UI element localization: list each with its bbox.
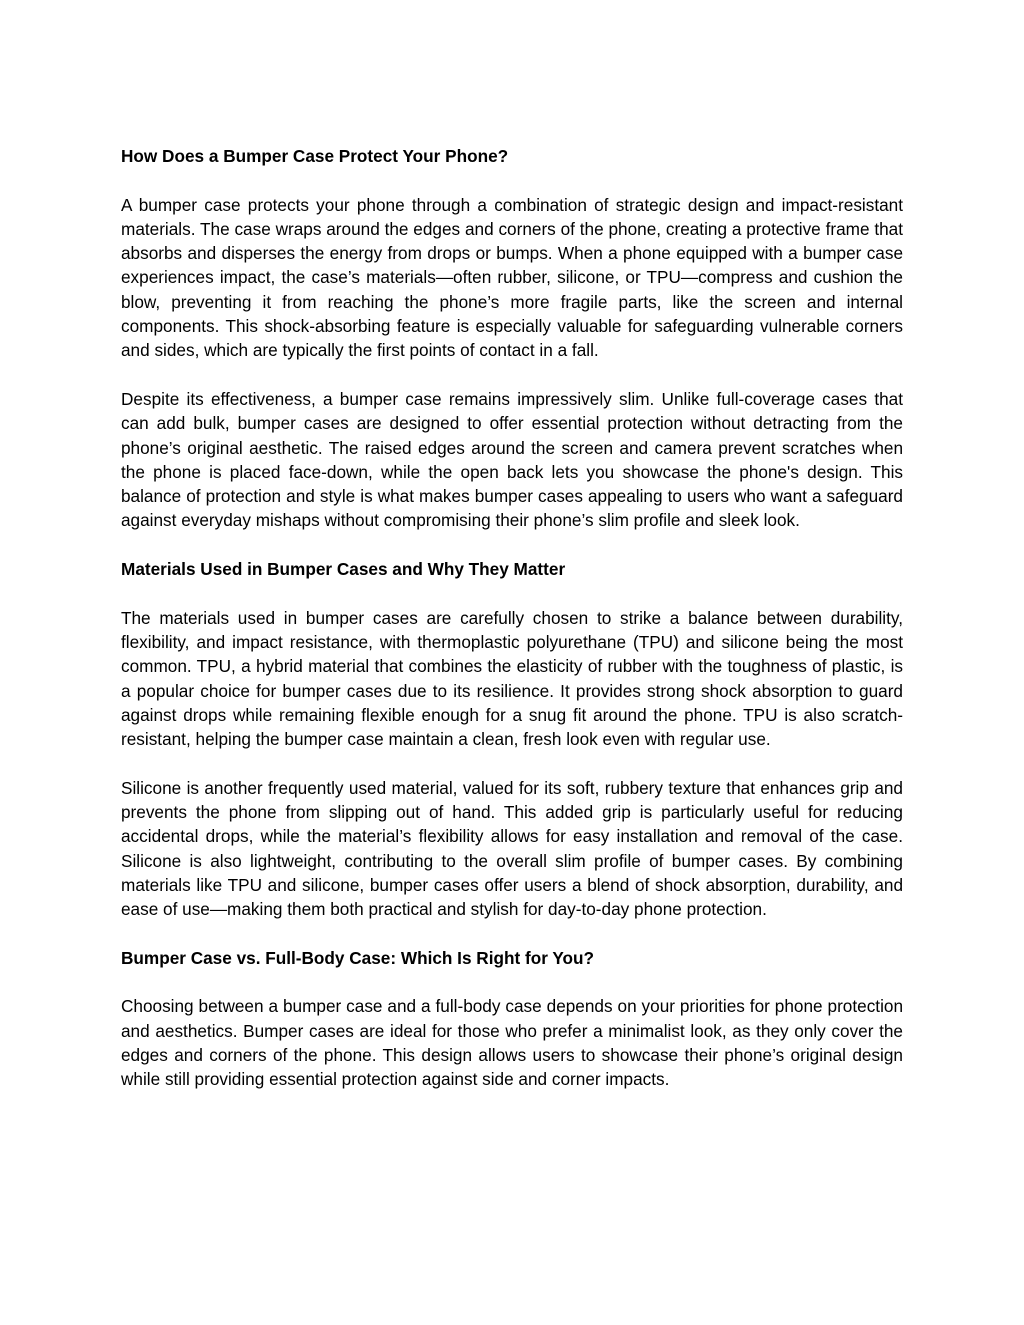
- section-heading-comparison: Bumper Case vs. Full-Body Case: Which Is Right for You?: [121, 947, 595, 968]
- section-heading-protection: How Does a Bumper Case Protect Your Phone?: [121, 146, 509, 166]
- paragraph-protection-1: A bumper case protects your phone through a combination of strategic design and impact-resistant materials. The case wraps around the edges and corners of the phone, creating a protective frame that absorbs and disperses the energy from drops or bumps. When a phone equipped with a bumper case experiences impact, the case’s materials—often rubber, silicone, or TPU—compress and cushion the blow, preventing it from reaching the phone’s more fragile parts, like the screen and internal components. This shock-absorbing feature is especially valuable for safeguarding vulnerable corners and sides, which are typically the first points of contact in a fall.: [121, 194, 903, 361]
- section-heading-materials: Materials Used in Bumper Cases and Why They Matter: [121, 559, 566, 580]
- document-page: [121, 144, 903, 1092]
- paragraph-protection-2: Despite its effectiveness, a bumper case remains impressively slim. Unlike full-coverage cases that can add bulk, bumper cases are designed to offer essential protection without detracting from the phone’s original aesthetic. The raised edges around the screen and camera prevent scratches when the phone is placed face-down, while the open back lets you showcase the phone's design. This balance of protection and style is what makes bumper cases appealing to users who want a safeguard against everyday mishaps without compromising their phone’s slim profile and sleek look.: [121, 388, 903, 531]
- paragraph-materials-1: The materials used in bumper cases are carefully chosen to strike a balance between durability, flexibility, and impact resistance, with thermoplastic polyurethane (TPU) and silicone being the most common. TPU, a hybrid material that combines the elasticity of rubber with the toughness of plastic, is a popular choice for bumper cases due to its resilience. It provides strong shock absorption to guard against drops while remaining flexible enough for a snug fit around the phone. TPU is also scratch-resistant, helping the bumper case maintain a clean, fresh look even with regular use.: [121, 607, 903, 750]
- paragraph-materials-2: Silicone is another frequently used material, valued for its soft, rubbery texture that enhances grip and prevents the phone from slipping out of hand. This added grip is particularly useful for reducing accidental drops, while the material’s flexibility allows for easy installation and removal of the case. Silicone is also lightweight, contributing to the overall slim profile of bumper cases. By combining materials like TPU and silicone, bumper cases offer users a blend of shock absorption, durability, and ease of use—making them both practical and stylish for day-to-day phone protection.: [121, 777, 903, 920]
- paragraph-comparison-1: Choosing between a bumper case and a full-body case depends on your priorities for phone protection and aesthetics. Bumper cases are ideal for those who prefer a minimalist look, as they only cover the edges and corners of the phone. This design allows users to showcase their phone’s original design while still providing essential protection against side and corner impacts.: [121, 996, 903, 1090]
